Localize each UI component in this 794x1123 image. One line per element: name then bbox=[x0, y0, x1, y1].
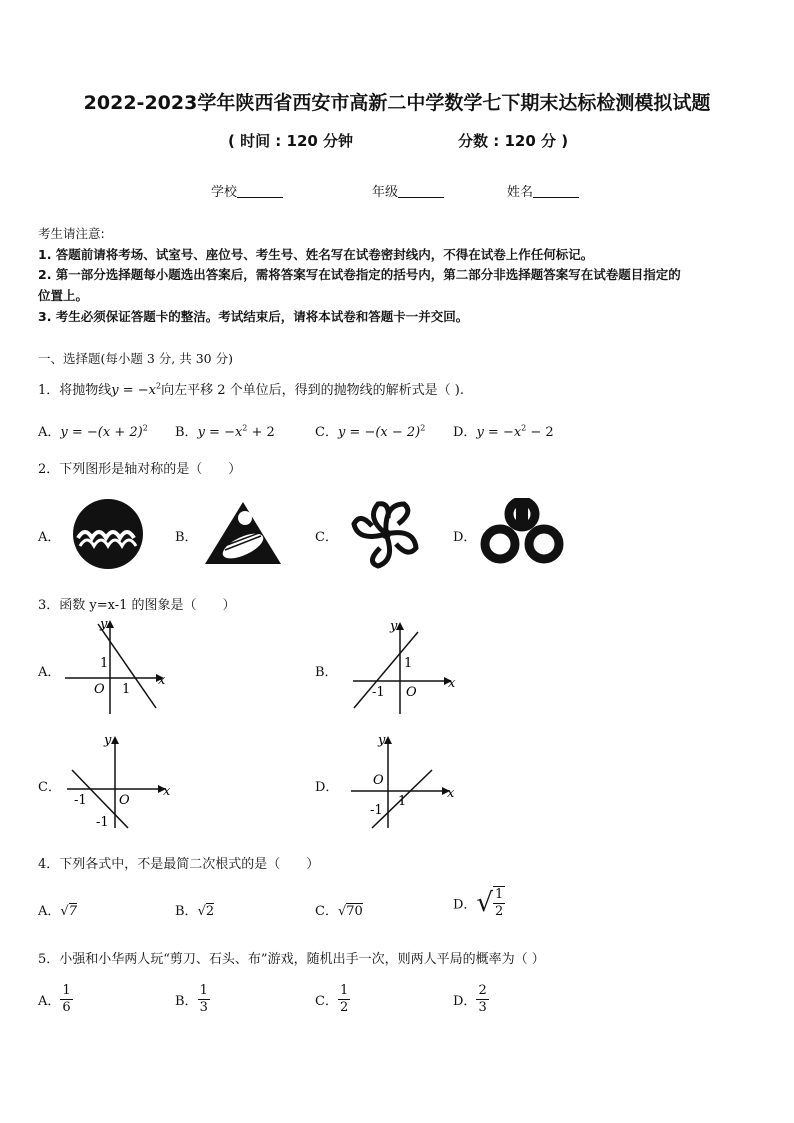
q5-d-denominator: 3 bbox=[478, 1000, 487, 1015]
q2-b-label: B． bbox=[175, 530, 198, 545]
name-blank[interactable] bbox=[533, 184, 579, 198]
graph-a-origin: O bbox=[94, 682, 105, 697]
q1-c-exp: 2 bbox=[420, 423, 426, 433]
q5-option-d[interactable] bbox=[453, 983, 489, 1016]
q1-b-label: B． bbox=[175, 425, 198, 440]
q1-b-exp: 2 bbox=[242, 423, 248, 433]
q4-option-c[interactable] bbox=[315, 900, 363, 919]
q1-option-b[interactable] bbox=[175, 421, 275, 440]
q4-a-radicand: 7 bbox=[68, 904, 77, 919]
graph-c-y-tick: -1 bbox=[96, 815, 109, 830]
sqrt-icon: √ bbox=[476, 888, 494, 918]
q3-a-label: A． bbox=[38, 665, 61, 680]
grade-blank[interactable] bbox=[398, 184, 444, 198]
pinwheel-flower-icon[interactable] bbox=[350, 498, 422, 570]
q3-graph-d[interactable] bbox=[346, 728, 466, 834]
graph-a-y-label: y bbox=[100, 617, 108, 632]
q5-a-numerator: 1 bbox=[62, 983, 71, 998]
graph-d-x-tick: 1 bbox=[398, 794, 407, 809]
sqrt-icon: √ bbox=[197, 904, 206, 919]
q3-graph-b[interactable] bbox=[348, 614, 468, 720]
q4-b-radicand: 2 bbox=[205, 904, 215, 919]
grade-label: 年级 bbox=[372, 185, 399, 200]
q4-d-numerator: 1 bbox=[495, 887, 504, 902]
q3-graph-c[interactable] bbox=[62, 728, 182, 834]
q4-d-denominator: 2 bbox=[495, 904, 504, 919]
notice-item-2-cont-text: 位置上。 bbox=[38, 288, 89, 303]
q4-c-radicand: 70 bbox=[346, 904, 363, 919]
graph-b-x-label: x bbox=[448, 676, 456, 691]
school-blank[interactable] bbox=[237, 184, 283, 198]
graph-d-x-label: x bbox=[447, 786, 455, 801]
q1-post: 向左平移 2 个单位后，得到的抛物线的解析式是（ ). bbox=[161, 383, 464, 398]
graph-b-x-tick: -1 bbox=[372, 685, 385, 700]
q4-option-a[interactable] bbox=[38, 900, 77, 919]
q1-expr: y = −x bbox=[111, 383, 157, 398]
q5-b-numerator: 1 bbox=[199, 983, 208, 998]
q1-d-expr: y = −x bbox=[476, 425, 522, 440]
q5-c-numerator: 1 bbox=[339, 983, 349, 998]
notice-item-3-text: 3. 考生必须保证答题卡的整洁。考试结束后，请将本试卷和答题卡一并交回。 bbox=[38, 309, 469, 324]
q1-c-label: C． bbox=[315, 425, 338, 440]
graph-b-y-tick: 1 bbox=[404, 656, 413, 671]
graph-a-x-tick: 1 bbox=[122, 682, 131, 697]
q5-d-numerator: 2 bbox=[478, 983, 487, 998]
q2-d-label: D． bbox=[453, 530, 477, 545]
grade-field bbox=[372, 181, 444, 200]
notice-item-2-cont bbox=[38, 286, 88, 304]
q5-d-label: D． bbox=[453, 994, 477, 1009]
q3-d-label: D． bbox=[315, 780, 339, 795]
school-label: 学校 bbox=[211, 185, 238, 200]
graph-c-x-tick: -1 bbox=[74, 793, 87, 808]
graph-a-x-label: x bbox=[158, 673, 166, 688]
graph-d-origin: O bbox=[373, 773, 384, 788]
notice-item-2-text: 2. 第一部分选择题每小题选出答案后，需将答案写在试卷指定的括号内，第二部分非选择题答案写在试卷题目指定的 bbox=[38, 267, 681, 282]
q4-b-label: B． bbox=[175, 904, 198, 919]
question-1 bbox=[38, 379, 464, 398]
q4-option-b[interactable] bbox=[175, 900, 214, 919]
triangle-oval-icon[interactable] bbox=[203, 500, 283, 566]
q1-pre: 1．将抛物线 bbox=[38, 383, 112, 398]
q4-option-d[interactable] bbox=[453, 886, 505, 920]
name-field bbox=[507, 181, 579, 200]
section-heading: 一、选择题(每小题 3 分, 共 30 分) bbox=[38, 351, 233, 366]
notice-item-3 bbox=[38, 307, 468, 325]
q5-c-denominator: 2 bbox=[339, 1000, 349, 1015]
sqrt-icon: √ bbox=[60, 904, 69, 919]
graph-b-origin: O bbox=[406, 685, 417, 700]
q4-d-label: D． bbox=[453, 897, 477, 913]
q5-c-label: C． bbox=[315, 994, 338, 1009]
q5-option-a[interactable] bbox=[38, 983, 73, 1016]
wave-circle-icon[interactable] bbox=[68, 498, 148, 570]
q5-b-denominator: 3 bbox=[199, 1000, 208, 1015]
question-2: 2．下列图形是轴对称的是（ ） bbox=[38, 462, 242, 477]
school-field bbox=[211, 181, 283, 200]
q1-option-d[interactable] bbox=[453, 421, 554, 440]
q1-option-c[interactable] bbox=[315, 421, 425, 440]
graph-d-y-tick: -1 bbox=[370, 803, 383, 818]
graph-c-origin: O bbox=[119, 793, 130, 808]
exam-score: 分数 : 120 分 ) bbox=[458, 132, 569, 150]
q3-c-label: C． bbox=[38, 780, 61, 795]
q1-b-tail: + 2 bbox=[247, 425, 275, 440]
notice-item-1-text: 1. 答题前请将考场、试室号、座位号、考生号、姓名写在试卷密封线内，不得在试卷上作任何标记。 bbox=[38, 247, 594, 262]
q1-d-exp: 2 bbox=[521, 423, 527, 433]
q2-a-label: A． bbox=[38, 530, 61, 545]
question-3: 3．函数 y=x-1 的图象是（ ） bbox=[38, 598, 236, 613]
q5-a-denominator: 6 bbox=[62, 1000, 71, 1015]
graph-c-x-label: x bbox=[163, 784, 171, 799]
q1-a-exp: 2 bbox=[142, 423, 148, 433]
notice-heading: 考生请注意: bbox=[38, 226, 105, 241]
q5-option-c[interactable] bbox=[315, 983, 350, 1016]
exam-time: ( 时间 : 120 分钟 bbox=[228, 132, 354, 150]
q5-a-label: A． bbox=[38, 994, 61, 1009]
notice-item-2 bbox=[38, 265, 681, 283]
question-5: 5．小强和小华两人玩“剪刀、石头、布”游戏，随机出手一次，则两人平局的概率为（ ） bbox=[38, 952, 545, 967]
sqrt-icon: √ bbox=[337, 904, 347, 919]
graph-b-y-label: y bbox=[390, 619, 398, 634]
q1-b-expr: y = −x bbox=[197, 425, 243, 440]
q1-exp: 2 bbox=[156, 381, 162, 391]
q5-b-label: B． bbox=[175, 994, 198, 1009]
graph-d-y-label: y bbox=[378, 733, 386, 748]
q1-d-tail: − 2 bbox=[526, 425, 554, 440]
q2-c-label: C． bbox=[315, 530, 338, 545]
name-label: 姓名 bbox=[507, 185, 534, 200]
graph-a-y-tick: 1 bbox=[100, 656, 109, 671]
q4-a-label: A． bbox=[38, 904, 61, 919]
q1-a-label: A． bbox=[38, 425, 61, 440]
q1-a-expr: y = −(x + 2) bbox=[60, 425, 143, 440]
q5-option-b[interactable] bbox=[175, 983, 210, 1016]
notice-item-1 bbox=[38, 245, 593, 263]
q1-c-expr: y = −(x − 2) bbox=[337, 425, 421, 440]
three-rings-icon[interactable] bbox=[480, 498, 564, 568]
graph-c-y-label: y bbox=[104, 733, 112, 748]
page-title: 2022-2023学年陕西省西安市高新二中学数学七下期末达标检测模拟试题 bbox=[83, 92, 711, 114]
q3-graph-a[interactable] bbox=[60, 614, 180, 720]
q1-option-a[interactable] bbox=[38, 421, 148, 440]
q4-c-label: C． bbox=[315, 904, 338, 919]
q1-d-label: D． bbox=[453, 425, 477, 440]
q3-b-label: B． bbox=[315, 665, 338, 680]
question-4: 4．下列各式中，不是最简二次根式的是（ ） bbox=[38, 857, 320, 872]
